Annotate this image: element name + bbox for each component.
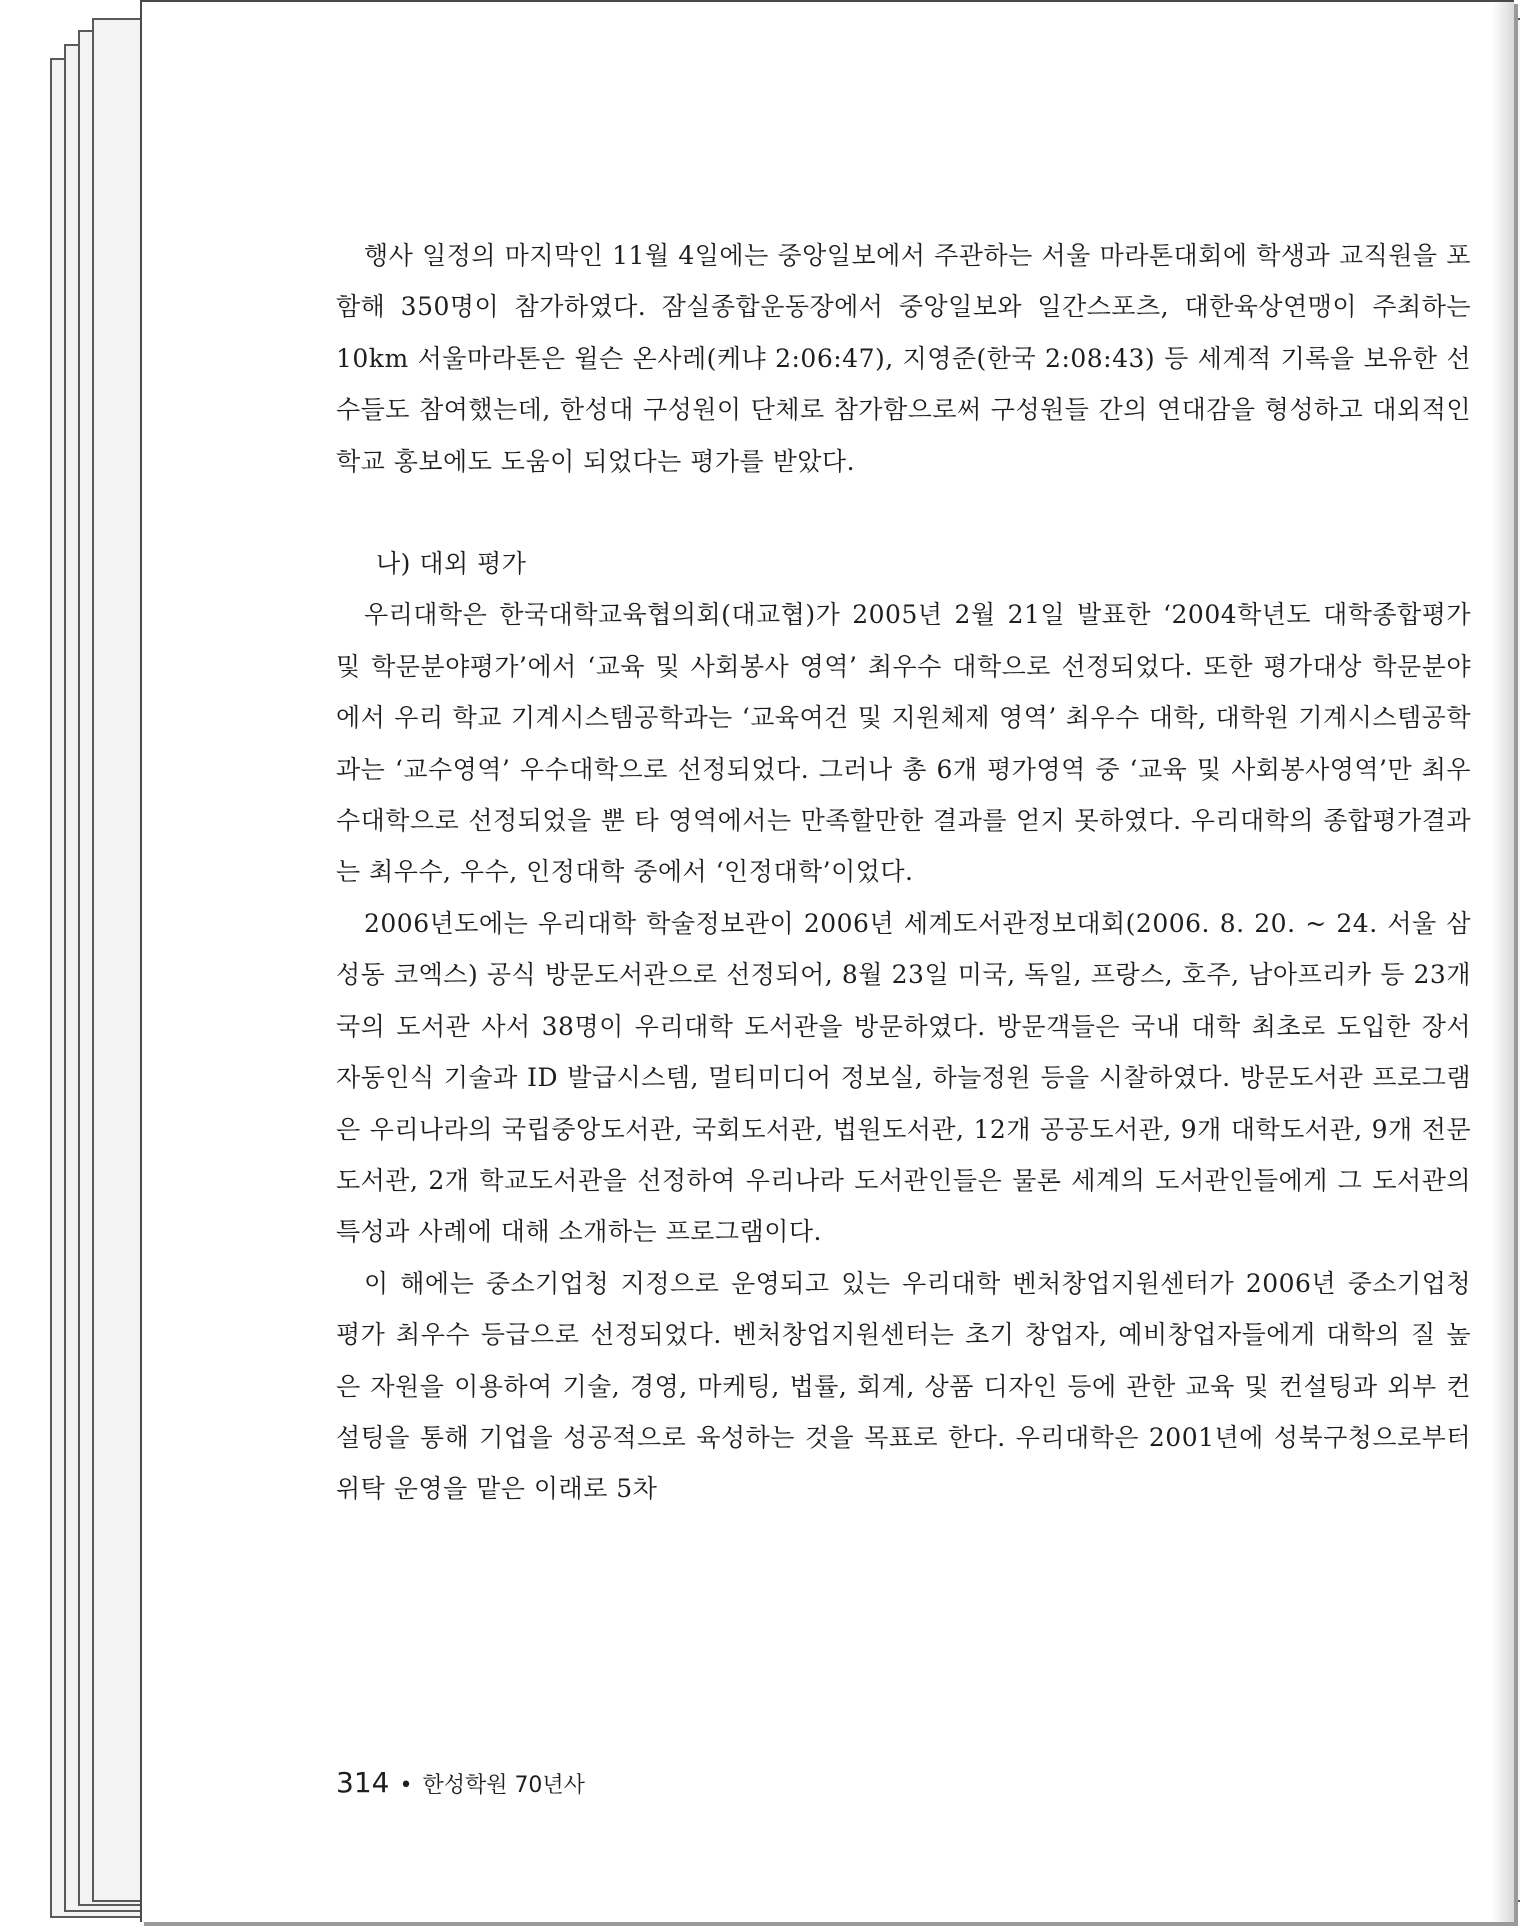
paragraph-venture-center: 이 해에는 중소기업청 지정으로 운영되고 있는 우리대학 벤처창업지원센터가 2006년 중소기업청 평가 최우수 등급으로 선정되었다. 벤처창업지원센터는 초기 창업자, 예비창업자들에게 대학의 질 높은 자원을 이용하여 기술, 경영, 마케팅, 법률, 회계, 상품 디자인 등에 관한 교육 및 컨설팅과 외부 컨설팅을 통해 기업을 성공적으로 육성하는 것을 목표로 한다. 우리대학은 2001년에 성북구청으로부터 위탁 운영을 맡은 이래로 5차 [336, 1268, 1471, 1504]
paragraph-marathon: 행사 일정의 마지막인 11월 4일에는 중앙일보에서 주관하는 서울 마라톤대회에 학생과 교직원을 포함해 350명이 참가하였다. 잠실종합운동장에서 중앙일보와 일간스포츠, 대한육상연맹이 주최하는 10km 서울마라톤은 윌슨 온사레(케냐 2:06:47), 지영준(한국 2:08:43) 등 세계적 기록을 보유한 선수들도 참여했는데, 한성대 구성원이 단체로 참가함으로써 구성원들 간의 연대감을 형성하고 대외적인 학교 홍보에도 도움이 되었다는 평가를 받았다. [336, 241, 1471, 476]
section-heading: 나) 대외 평가 [376, 549, 527, 579]
footer-bullet: • [399, 1773, 413, 1798]
page-shade [1492, 2, 1514, 1922]
page-number: 314 [336, 1766, 390, 1799]
paragraph-evaluation: 우리대학은 한국대학교육협의회(대교협)가 2005년 2월 21일 발표한 ‘2004학년도 대학종합평가 및 학문분야평가’에서 ‘교육 및 사회봉사 영역’ 최우수 대학으로 선정되었다. 또한 평가대상 학문분야에서 우리 학교 기계시스템공학과는 ‘교육여건 및 지원체제 영역’ 최우수 대학, 대학원 기계시스템공학과는 ‘교수영역’ 우수대학으로 선정되었다. 그러나 총 6개 평가영역 중 ‘교육 및 사회봉사영역’만 최우수대학으로 선정되었을 뿐 타 영역에서는 만족할만한 결과를 얻지 못하였다. 우리대학의 종합평가결과는 최우수, 우수, 인정대학 중에서 ‘인정대학’이었다. [336, 600, 1471, 887]
book-page [140, 0, 1514, 1922]
paragraph-library: 2006년도에는 우리대학 학술정보관이 2006년 세계도서관정보대회(2006. 8. 20. ~ 24. 서울 삼성동 코엑스) 공식 방문도서관으로 선정되어, 8월 23일 미국, 독일, 프랑스, 호주, 남아프리카 등 23개국의 도서관 사서 38명이 우리대학 도서관을 방문하였다. 방문객들은 국내 대학 최초로 도입한 장서 자동인식 기술과 ID 발급시스템, 멀티미디어 정보실, 하늘정원 등을 시찰하였다. 방문도서관 프로그램은 우리나라의 국립중앙도서관, 국회도서관, 법원도서관, 12개 공공도서관, 9개 대학도서관, 9개 전문도서관, 2개 학교도서관을 선정하여 우리나라 도서관인들은 물론 세계의 도서관인들에게 그 도서관의 특성과 사례에 대해 소개하는 프로그램이다. [336, 908, 1471, 1247]
body-text [336, 230, 1471, 1515]
book-title: 한성학원 70년사 [422, 1773, 585, 1798]
page-footer [336, 1766, 585, 1799]
